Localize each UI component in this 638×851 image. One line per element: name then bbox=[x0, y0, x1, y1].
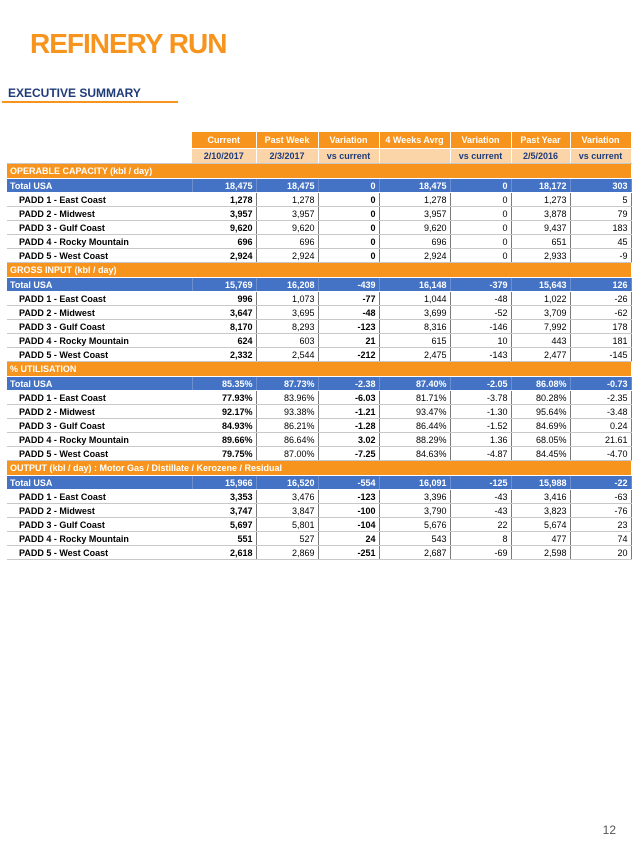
table-cell: 0 bbox=[450, 193, 511, 207]
row-label: PADD 5 - West Coast bbox=[7, 546, 192, 560]
table-cell: 84.93% bbox=[192, 419, 256, 433]
table-row bbox=[7, 249, 631, 263]
table-cell: 22 bbox=[450, 518, 511, 532]
table-cell: 84.63% bbox=[379, 447, 450, 461]
table-cell: 8,293 bbox=[256, 320, 318, 334]
table-cell: 0 bbox=[318, 235, 379, 249]
total-cell: 16,091 bbox=[379, 476, 450, 490]
table-cell: 2,598 bbox=[511, 546, 570, 560]
table-cell: 79.75% bbox=[192, 447, 256, 461]
table-cell: 3,823 bbox=[511, 504, 570, 518]
total-cell: 16,148 bbox=[379, 278, 450, 292]
column-header: Current bbox=[192, 132, 256, 149]
table-cell: -123 bbox=[318, 320, 379, 334]
table-cell: 86.21% bbox=[256, 419, 318, 433]
table-cell: 3,957 bbox=[379, 207, 450, 221]
table-cell: 603 bbox=[256, 334, 318, 348]
table-cell: 2,475 bbox=[379, 348, 450, 362]
table-cell: 2,924 bbox=[192, 249, 256, 263]
table-cell: 551 bbox=[192, 532, 256, 546]
table-cell: -52 bbox=[450, 306, 511, 320]
row-label: PADD 3 - Gulf Coast bbox=[7, 320, 192, 334]
table-cell: 1,044 bbox=[379, 292, 450, 306]
table-cell: -145 bbox=[570, 348, 631, 362]
table-cell: 0 bbox=[318, 249, 379, 263]
table-cell: 5,676 bbox=[379, 518, 450, 532]
table-cell: 21 bbox=[318, 334, 379, 348]
table-cell: -146 bbox=[450, 320, 511, 334]
table-cell: 2,924 bbox=[256, 249, 318, 263]
column-subheader: vs current bbox=[318, 149, 379, 164]
table-row bbox=[7, 433, 631, 447]
total-cell: -22 bbox=[570, 476, 631, 490]
total-cell: 303 bbox=[570, 179, 631, 193]
table-cell: -100 bbox=[318, 504, 379, 518]
table-cell: 3,476 bbox=[256, 490, 318, 504]
table-cell: -1.21 bbox=[318, 405, 379, 419]
table-cell: 2,477 bbox=[511, 348, 570, 362]
row-label: PADD 2 - Midwest bbox=[7, 405, 192, 419]
table-row bbox=[7, 348, 631, 362]
row-label: PADD 1 - East Coast bbox=[7, 490, 192, 504]
table-cell: -43 bbox=[450, 504, 511, 518]
table-row bbox=[7, 292, 631, 306]
column-subheader bbox=[379, 149, 450, 164]
table-cell: 74 bbox=[570, 532, 631, 546]
table-cell: -212 bbox=[318, 348, 379, 362]
total-cell: 126 bbox=[570, 278, 631, 292]
table-row bbox=[7, 320, 631, 334]
table-cell: 0 bbox=[450, 249, 511, 263]
table-cell: 9,620 bbox=[192, 221, 256, 235]
table-cell: 89.66% bbox=[192, 433, 256, 447]
row-label: PADD 1 - East Coast bbox=[7, 292, 192, 306]
total-cell: -2.38 bbox=[318, 377, 379, 391]
table-cell: 45 bbox=[570, 235, 631, 249]
table-cell: 696 bbox=[379, 235, 450, 249]
total-cell: 15,643 bbox=[511, 278, 570, 292]
row-label: PADD 2 - Midwest bbox=[7, 306, 192, 320]
row-label: PADD 5 - West Coast bbox=[7, 249, 192, 263]
table-cell: 93.47% bbox=[379, 405, 450, 419]
table-cell: 81.71% bbox=[379, 391, 450, 405]
column-header: Variation bbox=[450, 132, 511, 149]
table-cell: 5,801 bbox=[256, 518, 318, 532]
table-cell: -62 bbox=[570, 306, 631, 320]
table-cell: 20 bbox=[570, 546, 631, 560]
total-cell: -439 bbox=[318, 278, 379, 292]
total-label: Total USA bbox=[7, 179, 192, 193]
table-cell: -104 bbox=[318, 518, 379, 532]
subheader-blank bbox=[7, 149, 192, 164]
total-cell: 85.35% bbox=[192, 377, 256, 391]
table-cell: -77 bbox=[318, 292, 379, 306]
table-cell: 10 bbox=[450, 334, 511, 348]
table-cell: 3,957 bbox=[256, 207, 318, 221]
total-label: Total USA bbox=[7, 377, 192, 391]
table-cell: 24 bbox=[318, 532, 379, 546]
table-cell: 615 bbox=[379, 334, 450, 348]
table-cell: 3,709 bbox=[511, 306, 570, 320]
table-cell: 5,674 bbox=[511, 518, 570, 532]
table-cell: 696 bbox=[192, 235, 256, 249]
section-header-row bbox=[7, 461, 631, 476]
subheader-row bbox=[7, 149, 631, 164]
total-cell: -0.73 bbox=[570, 377, 631, 391]
table-cell: -76 bbox=[570, 504, 631, 518]
table-cell: 5 bbox=[570, 193, 631, 207]
table-cell: 2,687 bbox=[379, 546, 450, 560]
table-cell: -1.30 bbox=[450, 405, 511, 419]
table-cell: -4.70 bbox=[570, 447, 631, 461]
table-cell: -3.48 bbox=[570, 405, 631, 419]
row-label: PADD 4 - Rocky Mountain bbox=[7, 334, 192, 348]
table-cell: 1,278 bbox=[256, 193, 318, 207]
table-cell: 86.64% bbox=[256, 433, 318, 447]
table-cell: 0 bbox=[450, 207, 511, 221]
table-cell: -48 bbox=[318, 306, 379, 320]
table-cell: 87.00% bbox=[256, 447, 318, 461]
section-title: % UTILISATION bbox=[7, 362, 631, 377]
column-header: Variation bbox=[570, 132, 631, 149]
section-title: OPERABLE CAPACITY (kbl / day) bbox=[7, 164, 631, 179]
table-cell: 0 bbox=[318, 221, 379, 235]
table-cell: 181 bbox=[570, 334, 631, 348]
table-cell: 3,396 bbox=[379, 490, 450, 504]
table-row bbox=[7, 532, 631, 546]
row-label: PADD 2 - Midwest bbox=[7, 504, 192, 518]
row-label: PADD 5 - West Coast bbox=[7, 447, 192, 461]
table-cell: 3,647 bbox=[192, 306, 256, 320]
total-cell: -554 bbox=[318, 476, 379, 490]
page-title: REFINERY RUN bbox=[30, 28, 227, 59]
table-cell: 651 bbox=[511, 235, 570, 249]
table-cell: 3,878 bbox=[511, 207, 570, 221]
row-label: PADD 4 - Rocky Mountain bbox=[7, 433, 192, 447]
total-cell: 0 bbox=[318, 179, 379, 193]
table-row bbox=[7, 490, 631, 504]
column-subheader: 2/3/2017 bbox=[256, 149, 318, 164]
table-cell: -6.03 bbox=[318, 391, 379, 405]
table-cell: 2,924 bbox=[379, 249, 450, 263]
total-cell: 18,172 bbox=[511, 179, 570, 193]
table-row bbox=[7, 405, 631, 419]
table-cell: -63 bbox=[570, 490, 631, 504]
row-label: PADD 3 - Gulf Coast bbox=[7, 419, 192, 433]
table-cell: 3.02 bbox=[318, 433, 379, 447]
table-cell: 23 bbox=[570, 518, 631, 532]
table-cell: 1,278 bbox=[379, 193, 450, 207]
table-row bbox=[7, 334, 631, 348]
table-cell: -26 bbox=[570, 292, 631, 306]
table-cell: 3,416 bbox=[511, 490, 570, 504]
table-cell: 68.05% bbox=[511, 433, 570, 447]
table-row bbox=[7, 546, 631, 560]
table-row bbox=[7, 306, 631, 320]
row-label: PADD 4 - Rocky Mountain bbox=[7, 532, 192, 546]
total-cell: 86.08% bbox=[511, 377, 570, 391]
table-cell: 477 bbox=[511, 532, 570, 546]
section-header-row bbox=[7, 362, 631, 377]
section-subtitle: EXECUTIVE SUMMARY bbox=[8, 86, 141, 100]
table-cell: 21.61 bbox=[570, 433, 631, 447]
total-row bbox=[7, 278, 631, 292]
table-cell: 0 bbox=[450, 221, 511, 235]
table-cell: 543 bbox=[379, 532, 450, 546]
table-cell: 2,332 bbox=[192, 348, 256, 362]
table-cell: 2,933 bbox=[511, 249, 570, 263]
table-cell: 1.36 bbox=[450, 433, 511, 447]
section-header-row bbox=[7, 263, 631, 278]
table-cell: 3,790 bbox=[379, 504, 450, 518]
table-cell: 92.17% bbox=[192, 405, 256, 419]
total-cell: 18,475 bbox=[256, 179, 318, 193]
total-cell: 87.40% bbox=[379, 377, 450, 391]
table-cell: 5,697 bbox=[192, 518, 256, 532]
table-row bbox=[7, 447, 631, 461]
column-subheader: vs current bbox=[570, 149, 631, 164]
table-cell: -143 bbox=[450, 348, 511, 362]
table-row bbox=[7, 391, 631, 405]
table-cell: 83.96% bbox=[256, 391, 318, 405]
table-cell: 9,437 bbox=[511, 221, 570, 235]
total-cell: -379 bbox=[450, 278, 511, 292]
row-label: PADD 5 - West Coast bbox=[7, 348, 192, 362]
table-row bbox=[7, 207, 631, 221]
total-cell: 15,966 bbox=[192, 476, 256, 490]
table-cell: 79 bbox=[570, 207, 631, 221]
table-cell: -9 bbox=[570, 249, 631, 263]
table-cell: 7,992 bbox=[511, 320, 570, 334]
table-cell: 84.45% bbox=[511, 447, 570, 461]
column-header: Variation bbox=[318, 132, 379, 149]
table-cell: 88.29% bbox=[379, 433, 450, 447]
total-row bbox=[7, 476, 631, 490]
column-header: Past Year bbox=[511, 132, 570, 149]
table-cell: 2,618 bbox=[192, 546, 256, 560]
table-cell: 3,747 bbox=[192, 504, 256, 518]
table-row bbox=[7, 504, 631, 518]
table-cell: 3,695 bbox=[256, 306, 318, 320]
table-cell: 178 bbox=[570, 320, 631, 334]
subtitle-underline bbox=[2, 101, 178, 103]
table-cell: 2,869 bbox=[256, 546, 318, 560]
row-label: PADD 1 - East Coast bbox=[7, 193, 192, 207]
table-cell: -1.28 bbox=[318, 419, 379, 433]
table-cell: 183 bbox=[570, 221, 631, 235]
table-cell: -4.87 bbox=[450, 447, 511, 461]
total-cell: -2.05 bbox=[450, 377, 511, 391]
total-row bbox=[7, 179, 631, 193]
section-title: GROSS INPUT (kbl / day) bbox=[7, 263, 631, 278]
column-header: 4 Weeks Avrg bbox=[379, 132, 450, 149]
table-cell: 77.93% bbox=[192, 391, 256, 405]
table-cell: -7.25 bbox=[318, 447, 379, 461]
table-cell: 9,620 bbox=[379, 221, 450, 235]
total-cell: 15,769 bbox=[192, 278, 256, 292]
table-cell: 0 bbox=[318, 207, 379, 221]
table-cell: -69 bbox=[450, 546, 511, 560]
table-cell: -1.52 bbox=[450, 419, 511, 433]
table-cell: 1,022 bbox=[511, 292, 570, 306]
table-cell: 3,353 bbox=[192, 490, 256, 504]
table-cell: 1,073 bbox=[256, 292, 318, 306]
total-cell: 16,208 bbox=[256, 278, 318, 292]
table-cell: 8,316 bbox=[379, 320, 450, 334]
table-row bbox=[7, 221, 631, 235]
column-subheader: vs current bbox=[450, 149, 511, 164]
total-cell: -125 bbox=[450, 476, 511, 490]
table-cell: 0.24 bbox=[570, 419, 631, 433]
table-cell: 93.38% bbox=[256, 405, 318, 419]
total-cell: 16,520 bbox=[256, 476, 318, 490]
total-cell: 0 bbox=[450, 179, 511, 193]
table-cell: 0 bbox=[450, 235, 511, 249]
total-cell: 15,988 bbox=[511, 476, 570, 490]
table-cell: 3,699 bbox=[379, 306, 450, 320]
page-number: 12 bbox=[602, 823, 616, 837]
section-header-row bbox=[7, 164, 631, 179]
section-title: OUTPUT (kbl / day) : Motor Gas / Distillate / Kerozene / Residual bbox=[7, 461, 631, 476]
table-cell: 0 bbox=[318, 193, 379, 207]
column-subheader: 2/5/2016 bbox=[511, 149, 570, 164]
total-label: Total USA bbox=[7, 278, 192, 292]
column-header: Past Week bbox=[256, 132, 318, 149]
table-cell: -2.35 bbox=[570, 391, 631, 405]
total-cell: 18,475 bbox=[379, 179, 450, 193]
table-cell: 84.69% bbox=[511, 419, 570, 433]
column-subheader: 2/10/2017 bbox=[192, 149, 256, 164]
table-cell: 95.64% bbox=[511, 405, 570, 419]
header-row bbox=[7, 132, 631, 149]
row-label: PADD 3 - Gulf Coast bbox=[7, 518, 192, 532]
table-row bbox=[7, 518, 631, 532]
table-cell: -48 bbox=[450, 292, 511, 306]
table-cell: 9,620 bbox=[256, 221, 318, 235]
header-blank bbox=[7, 132, 192, 149]
table-cell: 696 bbox=[256, 235, 318, 249]
row-label: PADD 4 - Rocky Mountain bbox=[7, 235, 192, 249]
table-cell: 1,278 bbox=[192, 193, 256, 207]
table-cell: 996 bbox=[192, 292, 256, 306]
table-cell: 2,544 bbox=[256, 348, 318, 362]
table-cell: 443 bbox=[511, 334, 570, 348]
table-cell: 624 bbox=[192, 334, 256, 348]
row-label: PADD 3 - Gulf Coast bbox=[7, 221, 192, 235]
row-label: PADD 2 - Midwest bbox=[7, 207, 192, 221]
table-cell: 80.28% bbox=[511, 391, 570, 405]
table-cell: 8 bbox=[450, 532, 511, 546]
table-cell: 8,170 bbox=[192, 320, 256, 334]
total-row bbox=[7, 377, 631, 391]
table-row bbox=[7, 419, 631, 433]
table-cell: 86.44% bbox=[379, 419, 450, 433]
total-label: Total USA bbox=[7, 476, 192, 490]
table-cell: 3,957 bbox=[192, 207, 256, 221]
table-row bbox=[7, 193, 631, 207]
table-cell: -251 bbox=[318, 546, 379, 560]
table-cell: 3,847 bbox=[256, 504, 318, 518]
row-label: PADD 1 - East Coast bbox=[7, 391, 192, 405]
total-cell: 18,475 bbox=[192, 179, 256, 193]
summary-table bbox=[7, 132, 632, 560]
table-cell: 527 bbox=[256, 532, 318, 546]
table-cell: -123 bbox=[318, 490, 379, 504]
table-cell: -43 bbox=[450, 490, 511, 504]
table-row bbox=[7, 235, 631, 249]
table-cell: 1,273 bbox=[511, 193, 570, 207]
total-cell: 87.73% bbox=[256, 377, 318, 391]
table-cell: -3.78 bbox=[450, 391, 511, 405]
